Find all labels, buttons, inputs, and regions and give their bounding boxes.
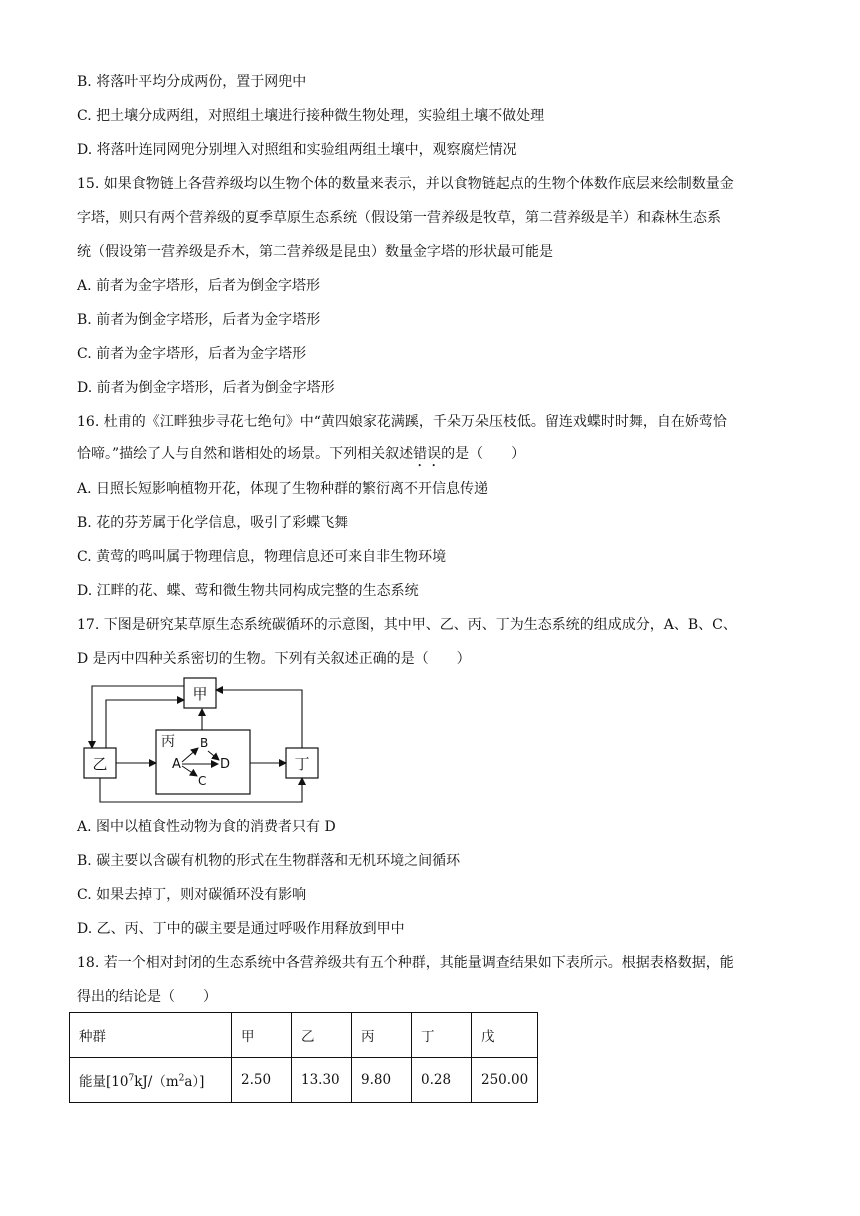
- q16-option-a: A. 日照长短影响植物开花，体现了生物种群的繁衍离不开信息传递: [77, 481, 489, 497]
- table-header-cell: 戊: [472, 1013, 538, 1058]
- table-row: [70, 1058, 538, 1103]
- label-d: D: [220, 757, 231, 772]
- q16-stem-pre: 恰啼。”描绘了人与自然和谐相处的场景。下列相关叙述: [77, 446, 414, 462]
- label-yi: 乙: [92, 755, 108, 773]
- energy-label-exponent: 2: [178, 1073, 185, 1084]
- q16-option-d: D. 江畔的花、蝶、莺和微生物共同构成完整的生态系统: [77, 583, 419, 599]
- energy-label-part: kJ/（m: [134, 1074, 179, 1090]
- energy-label-part: 能量[10: [79, 1074, 129, 1090]
- table-header-cell: 种群: [70, 1013, 232, 1058]
- table-header-cell: 甲: [232, 1013, 292, 1058]
- table-cell: 13.30: [292, 1058, 352, 1103]
- q17-stem-line2: D 是丙中四种关系密切的生物。下列有关叙述正确的是（ ）: [77, 651, 471, 667]
- label-jia: 甲: [192, 685, 208, 703]
- q16-stem-post: 的是（ ）: [441, 446, 526, 462]
- q15-option-a: A. 前者为金字塔形，后者为倒金字塔形: [77, 278, 321, 294]
- q15-option-d: D. 前者为倒金字塔形，后者为倒金字塔形: [77, 380, 335, 396]
- energy-table: [69, 1012, 538, 1103]
- table-cell: 9.80: [352, 1058, 412, 1103]
- table-header-cell: 丙: [352, 1013, 412, 1058]
- table-cell: 0.28: [412, 1058, 472, 1103]
- label-a: A: [172, 757, 181, 772]
- q16-option-b: B. 花的芬芳属于化学信息，吸引了彩蝶飞舞: [77, 515, 349, 531]
- q17-option-d: D. 乙、丙、丁中的碳主要是通过呼吸作用释放到甲中: [77, 921, 405, 937]
- q16-stem-line2: [77, 444, 525, 470]
- q15-option-c: C. 前者为金字塔形，后者为金字塔形: [77, 346, 307, 362]
- q16-stem-line1: 16. 杜甫的《江畔独步寻花七绝句》中“黄四娘家花满蹊，千朵万朵压枝低。留连戏蝶时时舞，自在娇莺恰: [77, 414, 727, 430]
- q15-stem-line2: 字塔，则只有两个营养级的夏季草原生态系统（假设第一营养级是牧草，第二营养级是羊）和森林生态系: [77, 210, 721, 226]
- table-row: [70, 1013, 538, 1058]
- q15-stem-line3: 统（假设第一营养级是乔木，第二营养级是昆虫）数量金字塔的形状最可能是: [77, 244, 553, 260]
- q15-stem-line1: 15. 如果食物链上各营养级均以生物个体的数量来表示，并以食物链起点的生物个体数作底层来绘制数量金: [77, 176, 734, 192]
- table-header-cell: 乙: [292, 1013, 352, 1058]
- q14-option-c: C. 把土壤分成两组，对照组土壤进行接种微生物处理，实验组土壤不做处理: [77, 108, 545, 124]
- label-c: C: [198, 774, 207, 788]
- label-bing: 丙: [161, 734, 175, 750]
- q18-stem-line1: 18. 若一个相对封闭的生态系统中各营养级共有五个种群，其能量调查结果如下表所示。根据表格数据，能: [77, 955, 734, 971]
- q14-option-d: D. 将落叶连同网兜分别埋入对照组和实验组两组土壤中，观察腐烂情况: [77, 142, 517, 158]
- carbon-cycle-diagram: [80, 676, 340, 806]
- q15-option-b: B. 前者为倒金字塔形，后者为金字塔形: [77, 312, 321, 328]
- q17-stem-line1: 17. 下图是研究某草原生态系统碳循环的示意图，其中甲、乙、丙、丁为生态系统的组成成分，A、B、C、: [77, 617, 737, 633]
- label-ding: 丁: [294, 755, 310, 773]
- q16-option-c: C. 黄莺的鸣叫属于物理信息，物理信息还可来自非生物环境: [77, 549, 447, 565]
- energy-unit-label: [70, 1058, 232, 1103]
- table-cell: 250.00: [472, 1058, 538, 1103]
- q17-option-c: C. 如果去掉丁，则对碳循环没有影响: [77, 887, 307, 903]
- energy-label-part: a）]: [184, 1074, 205, 1090]
- q16-emphasis-word: 错误: [413, 446, 442, 462]
- q18-stem-line2: 得出的结论是（ ）: [77, 989, 217, 1005]
- label-b: B: [200, 736, 209, 750]
- table-cell: 2.50: [232, 1058, 292, 1103]
- energy-label-exponent: 7: [128, 1073, 135, 1084]
- table-header-cell: 丁: [412, 1013, 472, 1058]
- q14-option-b: B. 将落叶平均分成两份，置于网兜中: [77, 74, 307, 90]
- q17-option-a: A. 图中以植食性动物为食的消费者只有 D: [77, 819, 336, 835]
- q17-option-b: B. 碳主要以含碳有机物的形式在生物群落和无机环境之间循环: [77, 853, 461, 869]
